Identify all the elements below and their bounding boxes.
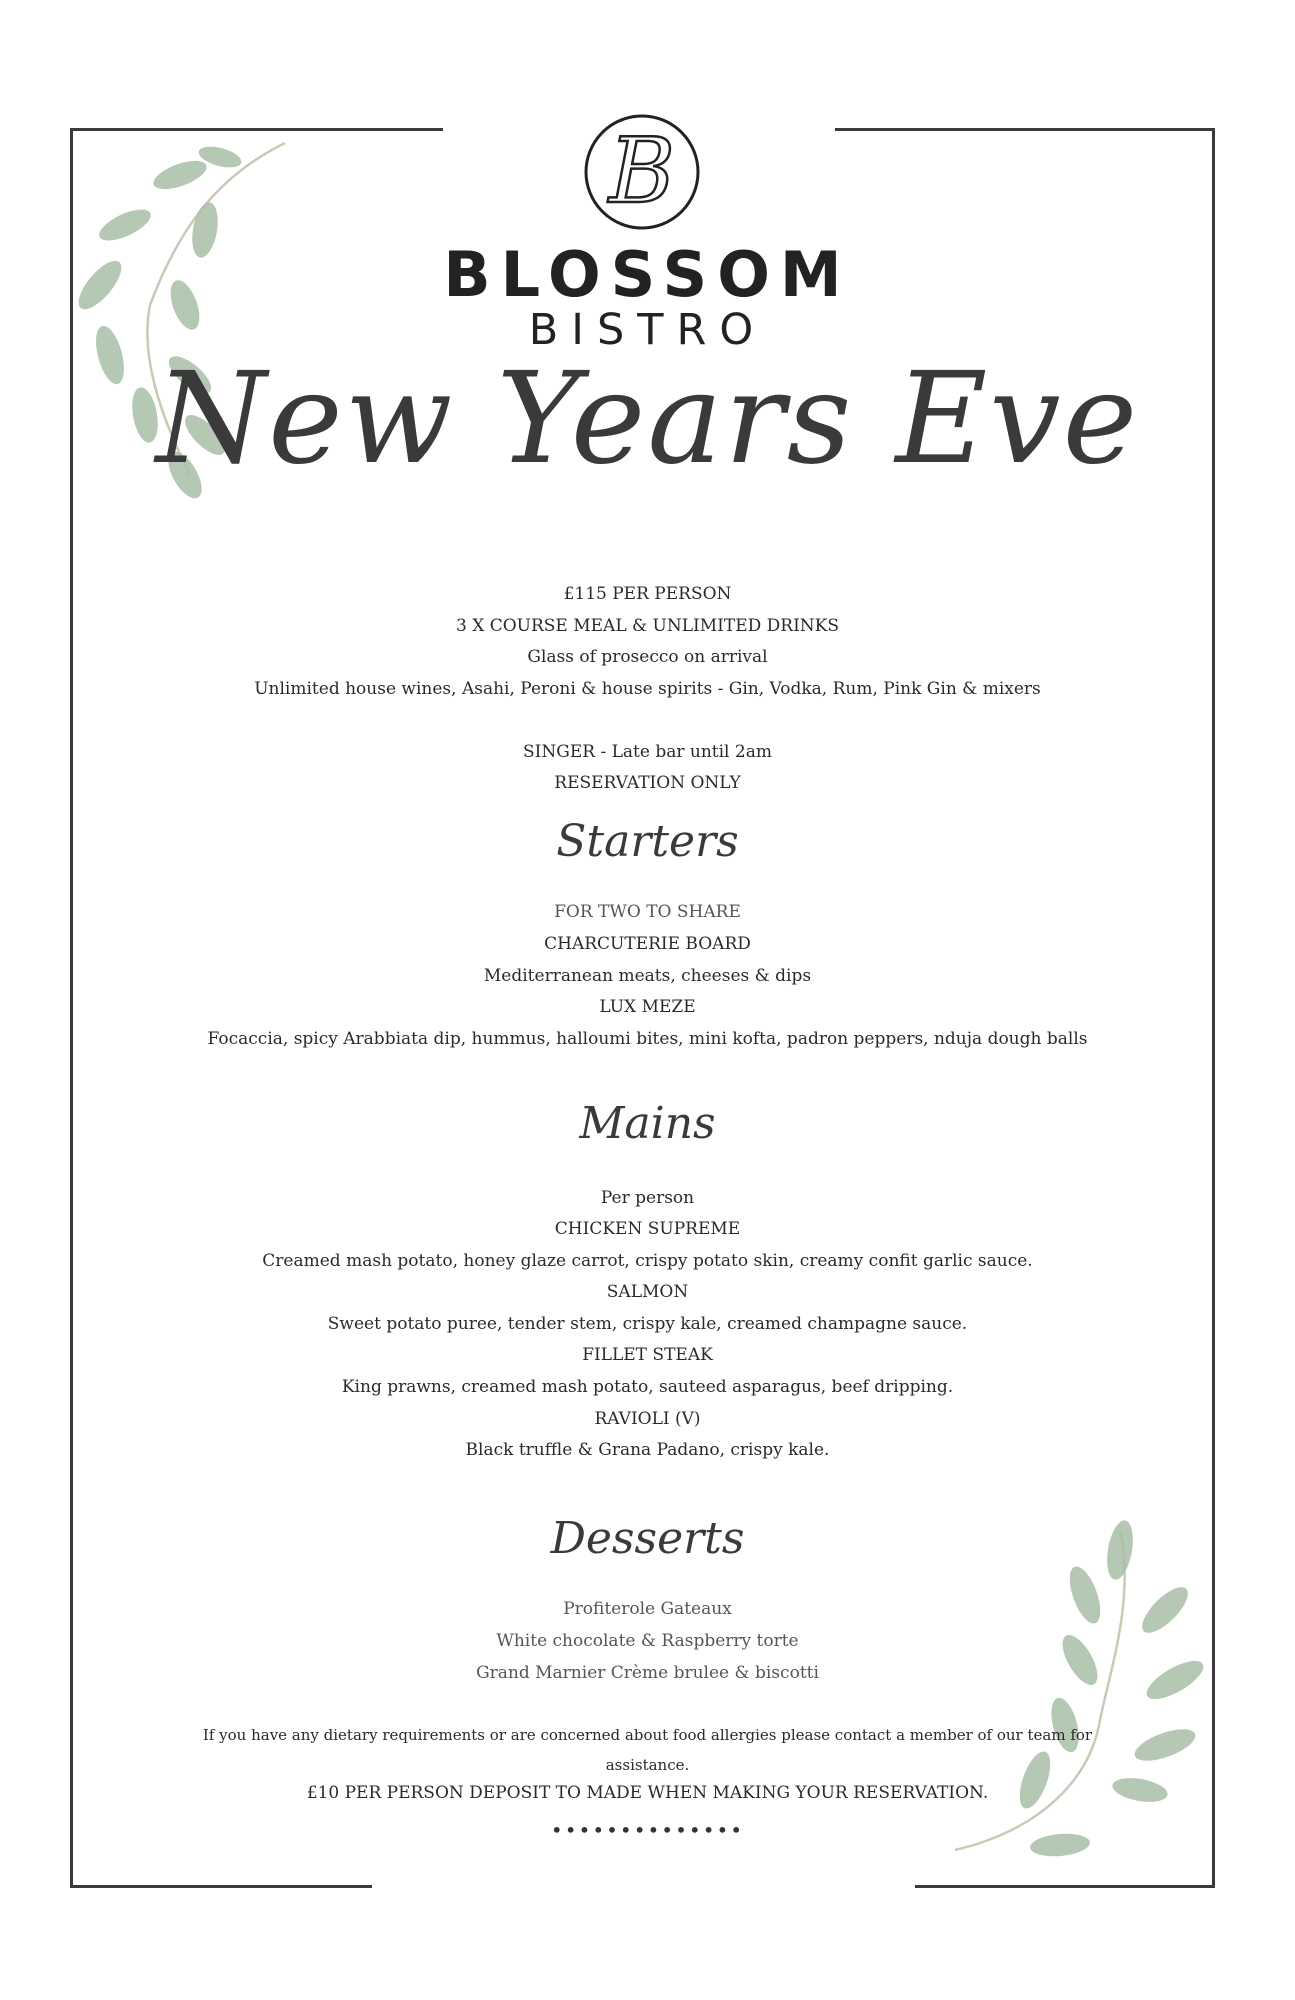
allergy-notice-line1: If you have any dietary requirements or are concerned about food allergies please contact a member of our team for <box>202 1726 1093 1744</box>
desserts-heading: Desserts <box>550 1513 745 1564</box>
starters-note: FOR TWO TO SHARE <box>554 902 741 922</box>
offer-line: 3 X COURSE MEAL & UNLIMITED DRINKS <box>455 616 840 636</box>
starter-name-2: LUX MEZE <box>599 997 696 1017</box>
main-name-3: FILLET STEAK <box>582 1345 713 1365</box>
dessert-item-2: White chocolate & Raspberry torte <box>496 1631 799 1651</box>
reservation-line: RESERVATION ONLY <box>554 773 741 793</box>
drinks-line: Unlimited house wines, Asahi, Peroni & house spirits - Gin, Vodka, Rum, Pink Gin & mixers <box>254 679 1041 699</box>
dot-divider: •••••••••••••• <box>550 1818 745 1842</box>
starter-desc-1: Mediterranean meats, cheeses & dips <box>483 966 812 986</box>
svg-text:B: B <box>608 119 676 224</box>
starter-desc-2: Focaccia, spicy Arabbiata dip, hummus, halloumi bites, mini kofta, padron peppers, nduja dough balls <box>207 1029 1088 1049</box>
deposit-notice: £10 PER PERSON DEPOSIT TO MADE WHEN MAKING YOUR RESERVATION. <box>306 1783 989 1803</box>
brand-name-line1: BLOSSOM <box>443 238 852 311</box>
dessert-item-1: Profiterole Gateaux <box>563 1599 732 1619</box>
arrival-line: Glass of prosecco on arrival <box>527 647 768 667</box>
menu-title: New Years Eve <box>155 345 1140 492</box>
main-desc-3: King prawns, creamed mash potato, sauteed asparagus, beef dripping. <box>341 1377 954 1397</box>
main-desc-4: Black truffle & Grana Padano, crispy kale. <box>465 1440 830 1460</box>
main-name-2: SALMON <box>606 1282 689 1302</box>
starters-heading: Starters <box>556 816 739 867</box>
entertainment-line: SINGER - Late bar until 2am <box>523 742 772 762</box>
mains-note: Per person <box>600 1188 695 1208</box>
brand-name-line2: BISTRO <box>528 305 767 355</box>
main-name-4: RAVIOLI (V) <box>594 1409 701 1429</box>
frame-top-right <box>835 128 1215 131</box>
frame-bottom-right <box>915 1885 1215 1888</box>
main-desc-1: Creamed mash potato, honey glaze carrot, crispy potato skin, creamy confit garlic sauce. <box>262 1251 1033 1271</box>
frame-top-left <box>70 128 443 131</box>
dessert-item-3: Grand Marnier Crème brulee & biscotti <box>476 1663 819 1683</box>
price-line: £115 PER PERSON <box>563 584 732 604</box>
mains-heading: Mains <box>579 1098 716 1149</box>
allergy-notice-line2: assistance. <box>605 1756 690 1774</box>
starter-name-1: CHARCUTERIE BOARD <box>544 934 751 954</box>
frame-bottom-left <box>70 1885 372 1888</box>
main-name-1: CHICKEN SUPREME <box>554 1219 741 1239</box>
main-desc-2: Sweet potato puree, tender stem, crispy kale, creamed champagne sauce. <box>327 1314 968 1334</box>
blossom-monogram-logo <box>580 110 705 235</box>
